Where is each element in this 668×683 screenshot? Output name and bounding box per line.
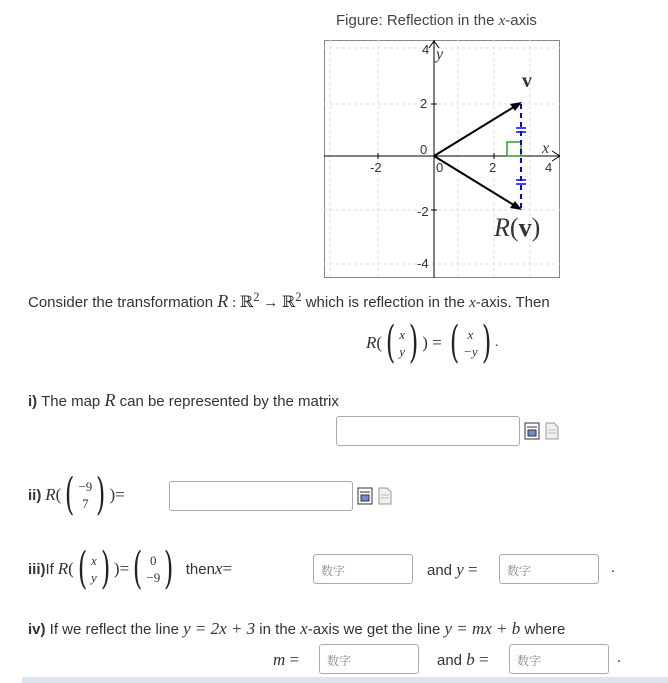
y-value-input[interactable]: 数字 — [499, 554, 599, 584]
y-tick-2: 2 — [420, 96, 428, 111]
part-iii-and: and y = — [427, 560, 478, 579]
matrix-answer-input[interactable] — [336, 416, 520, 446]
x-tick-0: 0 — [436, 160, 444, 175]
y-axis-label: y — [436, 46, 444, 63]
reflection-result-input[interactable] — [169, 481, 353, 511]
part-i-text: i) The map R can be represented by the matrix — [28, 390, 339, 410]
b-value-input[interactable]: 数字 — [509, 644, 609, 674]
x-value-input[interactable]: 数字 — [313, 554, 413, 584]
m-label: m = — [273, 650, 300, 669]
x-tick-4: 4 — [545, 160, 553, 175]
x-tick-2: 2 — [489, 160, 497, 175]
b-label: and b = — [437, 650, 489, 669]
reflected-vector-label: R(v) — [494, 213, 541, 242]
m-value-input[interactable]: 数字 — [319, 644, 419, 674]
y-tick-4: 4 — [422, 42, 430, 57]
period: . — [617, 650, 621, 666]
vector-v-label: v — [522, 70, 532, 92]
x-axis-label: x — [542, 140, 550, 157]
y-tick-neg4: -4 — [417, 256, 429, 271]
preview-document-icon[interactable] — [377, 487, 393, 505]
y-tick-0: 0 — [420, 142, 428, 157]
matrix-editor-icon[interactable] — [357, 487, 373, 505]
part-iv-text: iv) If we reflect the line y = 2x + 3 in the x-axis we get the line y = mx + b where — [28, 619, 566, 638]
figure-caption: Figure: Reflection in the x-axis — [336, 12, 537, 29]
period: . — [611, 560, 615, 576]
bottom-divider — [22, 677, 668, 683]
part-ii-equation: ii) R ( ( −9 7 ) ) = — [28, 469, 125, 520]
reflection-equation: R ( ( x y ) ) = ( x −y ) . — [366, 317, 499, 368]
intro-text: Consider the transformation R : ℝ$^2$ → ℝ$^2$ which is reflection in the x-axis. Then — [28, 290, 550, 311]
x-tick-neg2: -2 — [370, 160, 382, 175]
matrix-editor-icon[interactable] — [524, 422, 540, 440]
y-tick-neg2: -2 — [417, 204, 429, 219]
part-iii-equation: iii) If R ( ( x y ) ) = ( 0 −9 ) then x = — [28, 543, 233, 594]
preview-document-icon[interactable] — [544, 422, 560, 440]
